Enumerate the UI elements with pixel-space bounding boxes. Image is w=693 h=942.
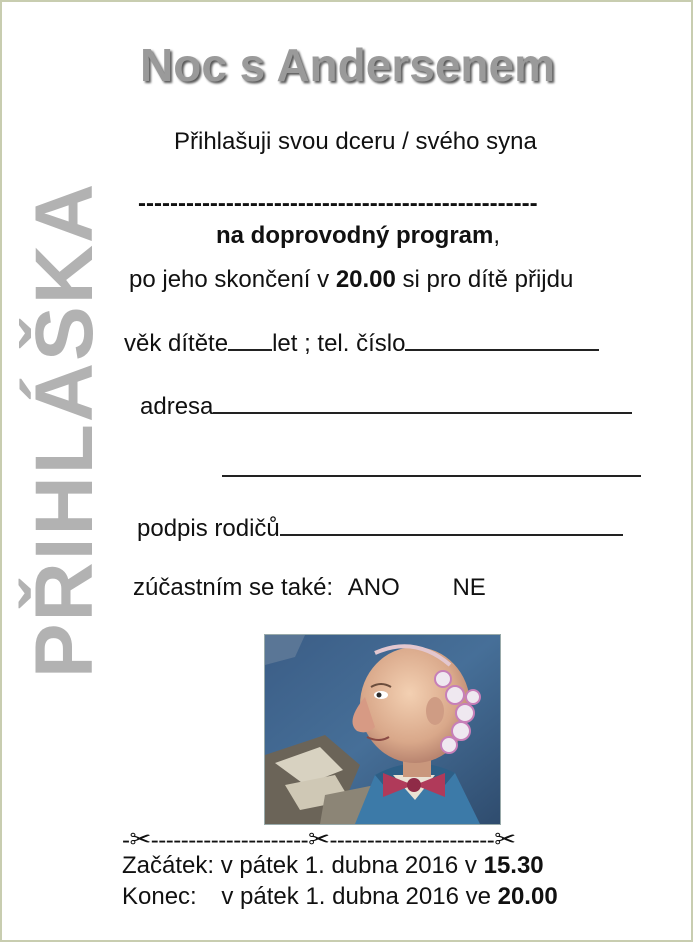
address-field[interactable] xyxy=(213,392,632,414)
scissors-icon: ✂ xyxy=(129,824,151,854)
address-label: adresa xyxy=(140,393,214,420)
end-line xyxy=(122,883,558,911)
address-line xyxy=(140,392,632,421)
page-title: Noc s Andersenem xyxy=(140,39,555,91)
address-field-2[interactable] xyxy=(222,455,641,477)
program-comma: , xyxy=(493,222,501,249)
start-text: v pátek 1. dubna 2016 v xyxy=(220,852,484,879)
age-unit-phone-label: let ; tel. číslo xyxy=(272,330,406,357)
address-line-2 xyxy=(222,455,641,484)
pickup-pre: po jeho skončení v xyxy=(129,266,336,293)
cut-dashes-2: ---------------------- xyxy=(329,827,495,854)
scissors-icon: ✂ xyxy=(494,824,516,854)
cut-line: -✂---------------------✂----------------------✂ xyxy=(122,824,516,854)
program-bold: na doprovodný program xyxy=(216,222,494,249)
attend-no[interactable]: NE xyxy=(452,574,486,601)
attend-label: zúčastním se také: xyxy=(133,574,334,601)
start-time: 15.30 xyxy=(483,852,544,879)
pickup-time: 20.00 xyxy=(335,266,396,293)
scissors-icon: ✂ xyxy=(308,824,330,854)
start-label: Začátek: xyxy=(122,852,215,879)
start-line xyxy=(122,852,544,880)
phone-field[interactable] xyxy=(405,329,599,351)
pickup-post: si pro dítě přijdu xyxy=(395,266,574,293)
pickup-line xyxy=(129,266,573,294)
cut-dashes-1: --------------------- xyxy=(150,827,309,854)
attend-yes[interactable]: ANO xyxy=(347,574,400,601)
vertical-title: PŘIHLÁŠKA xyxy=(19,181,110,679)
attend-line xyxy=(133,574,486,602)
signature-line xyxy=(137,514,623,543)
signature-label: podpis rodičů xyxy=(137,515,280,542)
andersen-portrait xyxy=(264,634,501,825)
child-name-blank: -------------------------------------------------- xyxy=(138,190,538,217)
age-label: věk dítěte xyxy=(124,330,229,357)
end-time: 20.00 xyxy=(497,883,558,910)
age-field[interactable] xyxy=(228,329,272,351)
program-line xyxy=(216,222,500,250)
end-label: Konec: xyxy=(122,883,197,910)
end-text: v pátek 1. dubna 2016 ve xyxy=(221,883,498,910)
signature-field[interactable] xyxy=(280,514,623,536)
age-phone-line xyxy=(124,329,599,358)
enrollment-line: Přihlašuji svou dceru / svého syna xyxy=(174,128,537,155)
